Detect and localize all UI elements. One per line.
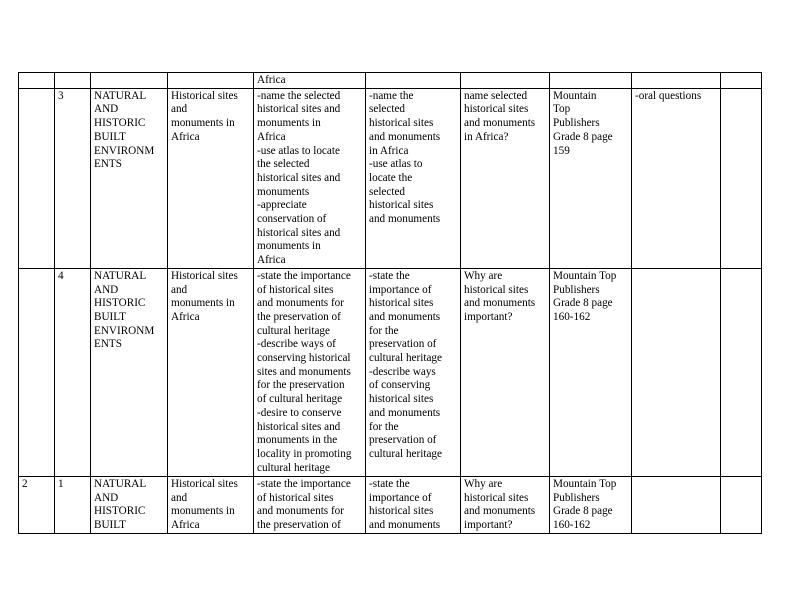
cell-line: cultural heritage: [257, 324, 330, 337]
cell-line: -name the selected: [257, 89, 341, 102]
cell-line: -describe ways of: [257, 338, 336, 351]
cell-line: Historical sites: [171, 89, 238, 102]
cell-line: Grade 8 page: [553, 130, 613, 143]
learning-experiences-cell: [366, 268, 461, 476]
cell-line: selected: [369, 103, 406, 116]
cell-line: BUILT: [94, 518, 126, 531]
cell-line: for the: [369, 324, 399, 337]
cell-line: importance of: [369, 491, 432, 504]
cell-line: ENVIRONM: [94, 144, 155, 157]
cell-line: monuments in: [171, 297, 235, 310]
cell-line: and monuments: [464, 117, 536, 130]
cell-line: -state the: [369, 269, 410, 282]
cell-line: NATURAL: [94, 89, 147, 102]
cell-line: -state the importance: [257, 477, 351, 490]
cell-line: Historical sites: [171, 477, 238, 490]
cell-line: locality in promoting: [257, 447, 352, 460]
cell-line: -oral questions: [635, 89, 702, 102]
cell-line: historical sites: [369, 505, 434, 518]
assessment-cell: [632, 268, 721, 476]
cell-line: -state the importance: [257, 269, 351, 282]
cell-line: ENTS: [94, 338, 122, 351]
cell-line: monuments in: [171, 505, 235, 518]
cell-line: cultural heritage: [369, 352, 442, 365]
cell-line: the preservation of: [257, 310, 341, 323]
cell-line: of historical sites: [257, 283, 334, 296]
remarks-cell: [721, 73, 762, 89]
learning-outcomes-cell: [254, 268, 366, 476]
cell-line: AND: [94, 103, 119, 116]
cell-line: -use atlas to: [369, 158, 423, 171]
assessment-cell: [632, 73, 721, 89]
cell-line: ENVIRONM: [94, 324, 155, 337]
remarks-cell: [721, 476, 762, 533]
week-cell: 2: [19, 476, 55, 533]
table-body: [19, 73, 762, 534]
cell-line: 160-162: [553, 518, 591, 531]
cell-line: monuments in: [257, 240, 321, 253]
key-inquiry-question-cell: [461, 88, 550, 268]
cell-line: for the: [369, 420, 399, 433]
cell-line: AND: [94, 491, 119, 504]
cell-line: NATURAL: [94, 477, 147, 490]
learning-experiences-cell: [366, 73, 461, 89]
cell-line: -desire to conserve: [257, 406, 342, 419]
cell-line: Top: [553, 103, 571, 116]
cell-line: and monuments: [369, 310, 441, 323]
key-inquiry-question-cell: [461, 73, 550, 89]
cell-line: historical sites: [369, 117, 434, 130]
sub-strand-cell: [168, 268, 254, 476]
cell-line: Publishers: [553, 117, 600, 130]
cell-line: Grade 8 page: [553, 297, 613, 310]
key-inquiry-question-cell: [461, 476, 550, 533]
cell-line: and monuments: [369, 406, 441, 419]
cell-line: -describe ways: [369, 365, 436, 378]
cell-line: BUILT: [94, 130, 126, 143]
cell-line: -appreciate: [257, 199, 307, 212]
cell-line: Publishers: [553, 283, 600, 296]
cell-line: and monuments: [464, 297, 536, 310]
cell-line: of conserving: [369, 379, 431, 392]
table-row: [19, 268, 762, 476]
cell-line: -use atlas to locate: [257, 144, 340, 157]
cell-line: preservation of: [369, 338, 437, 351]
cell-line: Africa: [257, 130, 286, 143]
cell-line: the selected: [257, 158, 310, 171]
assessment-cell: [632, 88, 721, 268]
cell-line: monuments in the: [257, 434, 338, 447]
cell-line: Mountain Top: [553, 477, 617, 490]
learning-resources-cell: [550, 88, 632, 268]
assessment-cell: [632, 476, 721, 533]
cell-line: historical sites and: [257, 171, 341, 184]
learning-resources-cell: [550, 73, 632, 89]
cell-line: ENTS: [94, 158, 122, 171]
cell-line: sites and monuments: [257, 365, 351, 378]
cell-line: historical sites: [464, 103, 529, 116]
cell-line: important?: [464, 310, 513, 323]
learning-resources-cell: [550, 268, 632, 476]
cell-line: -name the: [369, 89, 414, 102]
week-cell: [19, 268, 55, 476]
cell-line: in Africa: [369, 144, 409, 157]
cell-line: important?: [464, 518, 513, 531]
lesson-cell: 1: [55, 476, 91, 533]
cell-line: historical sites: [369, 297, 434, 310]
cell-line: NATURAL: [94, 269, 147, 282]
cell-line: and monuments: [369, 518, 441, 531]
key-inquiry-question-cell: [461, 268, 550, 476]
cell-line: and monuments for: [257, 505, 344, 518]
sub-strand-cell: [168, 476, 254, 533]
cell-line: preservation of: [369, 434, 437, 447]
cell-line: and: [171, 103, 188, 116]
cell-line: Mountain Top: [553, 269, 617, 282]
table-row: [19, 476, 762, 533]
strand-cell: [91, 268, 168, 476]
cell-line: Africa: [171, 310, 200, 323]
cell-line: historical sites: [464, 491, 529, 504]
cell-line: Why are: [464, 269, 503, 282]
cell-line: -state the: [369, 477, 410, 490]
cell-line: historical sites and: [257, 420, 341, 433]
cell-line: cultural heritage: [257, 461, 330, 474]
cell-line: and monuments for: [257, 297, 344, 310]
learning-outcomes-cell: [254, 88, 366, 268]
cell-line: of historical sites: [257, 491, 334, 504]
cell-line: HISTORIC: [94, 297, 146, 310]
cell-line: Africa: [171, 518, 200, 531]
sub-strand-cell: [168, 73, 254, 89]
cell-line: Historical sites: [171, 269, 238, 282]
cell-line: cultural heritage: [369, 447, 442, 460]
cell-line: historical sites: [369, 199, 434, 212]
cell-line: historical sites and: [257, 103, 341, 116]
strand-cell: [91, 476, 168, 533]
cell-line: for the preservation: [257, 379, 345, 392]
cell-line: AND: [94, 283, 119, 296]
strand-cell: [91, 88, 168, 268]
cell-line: monuments in: [171, 117, 235, 130]
cell-line: BUILT: [94, 310, 126, 323]
cell-line: HISTORIC: [94, 505, 146, 518]
cell-line: Africa: [171, 130, 200, 143]
cell-line: monuments: [257, 185, 310, 198]
learning-outcomes-cell: [254, 73, 366, 89]
remarks-cell: [721, 88, 762, 268]
learning-experiences-cell: [366, 476, 461, 533]
lesson-cell: 4: [55, 268, 91, 476]
cell-line: conserving historical: [257, 352, 351, 365]
cell-line: Grade 8 page: [553, 505, 613, 518]
cell-line: and monuments: [369, 213, 441, 226]
cell-line: Why are: [464, 477, 503, 490]
lesson-cell: 3: [55, 88, 91, 268]
strand-cell: [91, 73, 168, 89]
cell-line: HISTORIC: [94, 117, 146, 130]
table-row: [19, 88, 762, 268]
cell-line: historical sites: [369, 393, 434, 406]
scheme-of-work-table: [18, 72, 762, 534]
cell-line: the preservation of: [257, 518, 341, 531]
cell-line: and monuments: [369, 130, 441, 143]
table-row: [19, 73, 762, 89]
learning-outcomes-cell: [254, 476, 366, 533]
cell-line: historical sites: [464, 283, 529, 296]
learning-experiences-cell: [366, 88, 461, 268]
cell-line: 160-162: [553, 310, 591, 323]
week-cell: [19, 88, 55, 268]
cell-line: historical sites and: [257, 226, 341, 239]
cell-line: 159: [553, 144, 570, 157]
cell-line: and monuments: [464, 505, 536, 518]
cell-line: locate the: [369, 171, 413, 184]
cell-line: Mountain: [553, 89, 597, 102]
learning-resources-cell: [550, 476, 632, 533]
week-cell: [19, 73, 55, 89]
cell-line: Publishers: [553, 491, 600, 504]
lesson-cell: [55, 73, 91, 89]
cell-line: monuments in: [257, 117, 321, 130]
cell-line: of cultural heritage: [257, 393, 343, 406]
cell-line: and: [171, 491, 188, 504]
cell-line: selected: [369, 185, 406, 198]
cell-line: Africa: [257, 74, 286, 86]
cell-line: conservation of: [257, 213, 327, 226]
cell-line: name selected: [464, 89, 528, 102]
cell-line: and: [171, 283, 188, 296]
sub-strand-cell: [168, 88, 254, 268]
cell-line: importance of: [369, 283, 432, 296]
cell-line: in Africa?: [464, 130, 509, 143]
remarks-cell: [721, 268, 762, 476]
cell-line: Africa: [257, 254, 286, 267]
